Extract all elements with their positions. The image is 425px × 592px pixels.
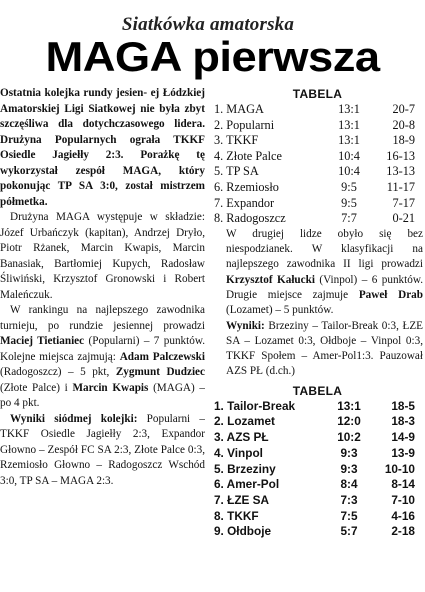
team-points: 7:5 xyxy=(340,508,358,523)
team-sets: 13-13 xyxy=(386,164,415,179)
team-sets: 4-16 xyxy=(391,508,415,523)
team-sets: 18-9 xyxy=(392,133,415,148)
team-sets: 2-18 xyxy=(391,524,415,539)
team-name: 2. Lozamet xyxy=(214,414,275,429)
league2-table-body xyxy=(214,399,419,540)
ranking-text: (Popularni) – 7 punktów. Kolejne miejsca zajmują: xyxy=(0,335,205,363)
team-name: 3. TKKF xyxy=(214,133,259,148)
team-name: 6. Rzemiosło xyxy=(214,179,279,194)
team-name: 5. TP SA xyxy=(214,164,259,179)
team-points: 10:4 xyxy=(338,148,360,163)
summary-text: (Lozamet) – 5 punktów. xyxy=(226,304,334,317)
table1-title: TABELA xyxy=(292,87,343,101)
table-row xyxy=(214,524,419,540)
league2-summary xyxy=(210,227,425,380)
league2-results xyxy=(214,319,423,380)
section-kicker: Siatkówka amatorska xyxy=(121,14,295,35)
team-name: 7. ŁZE SA xyxy=(214,492,270,507)
team-sets: 18-3 xyxy=(391,414,415,429)
team-points: 9:5 xyxy=(341,179,357,194)
player-name: Krzysztof Kałucki xyxy=(226,273,315,286)
team-points: 12:0 xyxy=(337,414,361,429)
ranking-text: W rankingu na najlepszego zawodnika turnieju, po rundzie jesiennej prowadzi xyxy=(0,304,205,332)
team-sets: 10-10 xyxy=(384,461,415,476)
team-points: 13:1 xyxy=(338,102,360,116)
team-name: 6. Amer-Pol xyxy=(214,477,280,492)
table-row xyxy=(214,164,419,180)
league2-paragraph xyxy=(214,227,423,319)
player-name: Adam Palczewski xyxy=(119,350,205,363)
headline: MAGA pierwsza xyxy=(45,33,380,80)
team-points: 13:1 xyxy=(338,133,360,148)
team-sets: 18-5 xyxy=(391,398,415,413)
team-sets: 11-17 xyxy=(386,179,415,194)
team-sets: 0-21 xyxy=(392,211,415,226)
team-points: 5:7 xyxy=(340,524,358,539)
team-name: 4. Złote Palce xyxy=(214,148,282,163)
results-paragraph xyxy=(0,412,205,490)
summary-text: (Vinpol) – 6 punktów. Drugie miejsce zajmuje xyxy=(226,273,423,301)
ranking-text: (Złote Palce) i xyxy=(0,381,73,394)
team-name: 7. Expandor xyxy=(214,195,275,210)
team-sets: 16-13 xyxy=(386,148,415,163)
team-points: 9:3 xyxy=(340,445,358,460)
team-points: 7:7 xyxy=(341,211,357,226)
team-name: 1. MAGA xyxy=(214,102,264,116)
team-sets: 13-9 xyxy=(391,445,415,460)
ranking-text: (MAGA) – po 4 pkt. xyxy=(0,381,205,409)
team-name: 9. Ołdboje xyxy=(214,524,272,539)
summary-text: W drugiej lidze obyło się bez niespodzianek. W klasyfikacji na najlepszego zawodnika II ligi prowadzi xyxy=(226,227,423,271)
table-row xyxy=(214,477,419,493)
team-name: 8. TKKF xyxy=(214,508,259,523)
team-points: 9:3 xyxy=(340,461,358,476)
results-label: Wyniki: xyxy=(226,319,265,332)
table-row xyxy=(214,493,419,509)
team-points: 9:5 xyxy=(341,195,357,210)
team-sets: 14-9 xyxy=(391,430,415,445)
team-name: 4. Vinpol xyxy=(214,445,263,460)
team-sets: 20-7 xyxy=(392,102,415,116)
table-row xyxy=(214,118,419,134)
table-row xyxy=(214,196,419,212)
team-name: 8. Radogoszcz xyxy=(214,211,286,226)
team-name: 1. Tailor-Break xyxy=(214,398,296,413)
team-sets: 8-14 xyxy=(391,477,415,492)
team-points: 8:4 xyxy=(340,477,358,492)
team-sets: 20-8 xyxy=(392,117,415,132)
results-text: Popularni – TKKF Osiedle Jagiełły 2:3, Expandor Głowno – Zespół FC SA 2:3, Złote Palce 0:3, Rzemiosło Głowno – Radogoszcz Wschód 3:0, TP SA – MAGA 2:3. xyxy=(0,412,205,487)
league1-table xyxy=(214,102,419,227)
league2-table xyxy=(214,399,419,540)
ranking-paragraph xyxy=(0,303,205,412)
table-row xyxy=(214,430,419,446)
team-points: 13:1 xyxy=(338,117,360,132)
table-row xyxy=(214,399,419,415)
team-points: 13:1 xyxy=(337,398,361,413)
team-points: 10:4 xyxy=(338,164,360,179)
table2-title: TABELA xyxy=(292,383,343,398)
team-name: 3. AZS PŁ xyxy=(214,430,269,445)
table-row xyxy=(214,180,419,196)
player-name: Maciej Tietianiec xyxy=(0,335,85,347)
league1-table-body xyxy=(214,102,419,227)
table-row xyxy=(214,133,419,149)
ranking-text: (Radogoszcz) – 5 pkt, xyxy=(0,366,116,378)
player-name: Zygmunt Dudziec xyxy=(115,366,205,378)
lineup-paragraph: Drużyna MAGA występuje w składzie: Józef Urbańczyk (kapitan), Andrzej Dryło, Piotr Rżanek, Marcin Kwapis, Marcin Banasiak, Bartłomiej Kupych, Radosław Śliwiński, Krzysztof Gronowski i Robert Maleńczuk. xyxy=(0,211,205,301)
lead-paragraph: Ostatnia kolejka rundy jesien- ej Łódzkiej Amatorskiej Ligi Siatkowej nie była zbyt szczęśliwa dla dotychczasowego lidera. Drużyna Popularnych ograła TKKF Osiedle Jagiełły 2:3. Porażkę tę wykorzystał zespół MAGA, który pokonując TP SA 3:0, został mistrzem półmetka. xyxy=(0,87,205,208)
table-row xyxy=(214,414,419,430)
results-text: Brzeziny – Tailor-Break 0:3, ŁZE SA – Lozamet 0:3, Ołdboje – Vinpol 0:3, TKKF Społem – Amer-Pol1:3. Pauzował AZS PŁ (d.ch.) xyxy=(226,319,423,378)
team-name: 2. Popularni xyxy=(214,117,275,132)
table-row xyxy=(214,149,419,165)
team-sets: 7-17 xyxy=(392,195,415,210)
left-column xyxy=(0,86,205,592)
table-row xyxy=(214,102,419,118)
right-column xyxy=(210,86,425,592)
table-row xyxy=(214,446,419,462)
table-row xyxy=(214,211,419,227)
results-label: Wyniki siódmej kolejki: xyxy=(10,412,138,425)
team-points: 10:2 xyxy=(337,430,361,445)
table-row xyxy=(214,462,419,478)
team-points: 7:3 xyxy=(340,492,358,507)
player-name: Paweł Drab xyxy=(358,288,423,301)
player-name: Marcin Kwapis xyxy=(72,381,149,394)
team-name: 5. Brzeziny xyxy=(214,461,276,476)
team-sets: 7-10 xyxy=(391,492,415,507)
table-row xyxy=(214,509,419,525)
